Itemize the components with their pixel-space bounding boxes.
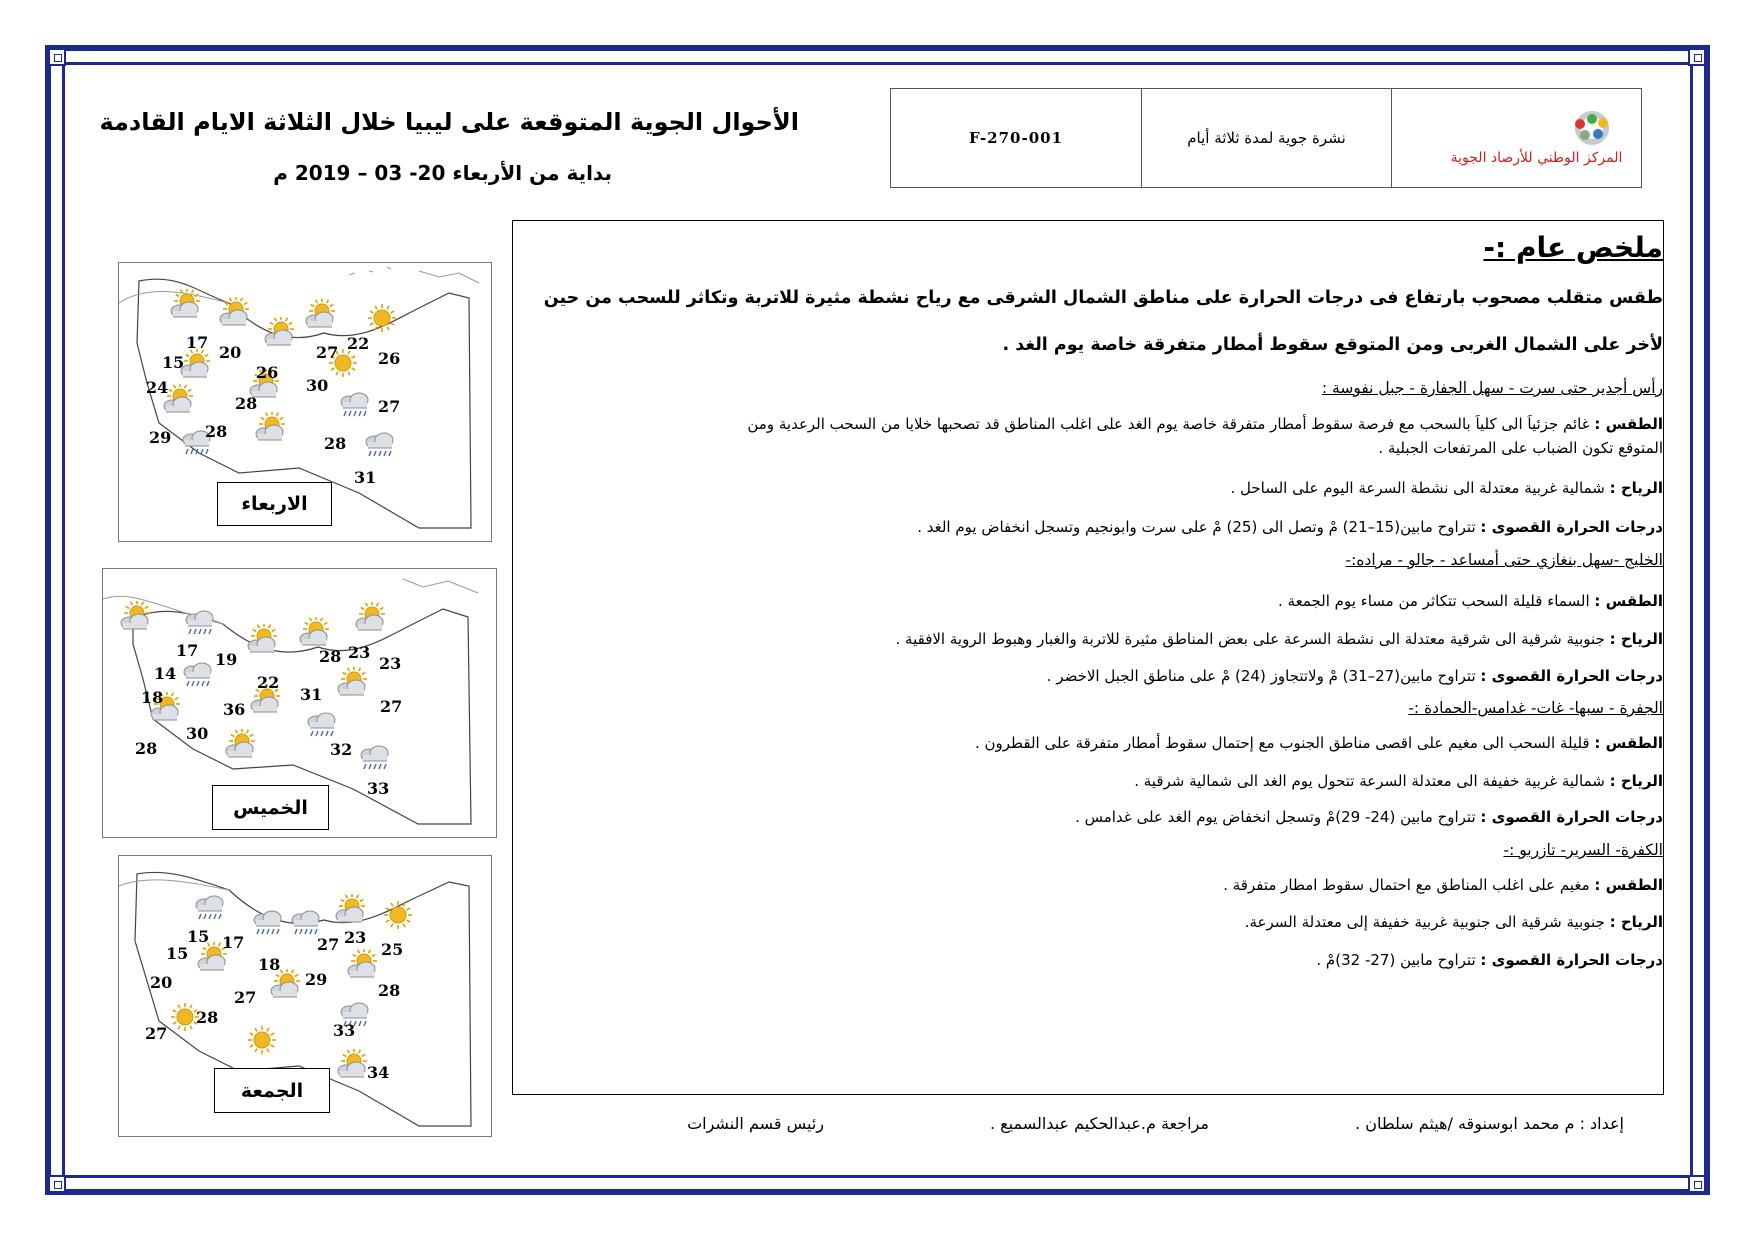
map-temperature: 33: [367, 779, 390, 798]
partly-cloudy-icon: [334, 667, 370, 699]
frame-corner: [48, 1175, 66, 1193]
summary-line-1: طقس متقلب مصحوب بارتفاع فى درجات الحرارة على مناطق الشمال الشرقى مع رياح نشطة مثيرة للاتربة وتكاثر للسحب من حين: [543, 288, 1663, 308]
region-4-temp: درجات الحرارة القصوى : تتراوح مابين (27- 32)مْ .: [1316, 951, 1663, 969]
page-title: الأحوال الجوية المتوقعة على ليبيا خلال الثلاثة الايام القادمة: [99, 108, 799, 136]
map-temperature: 19: [215, 650, 238, 669]
map-temperature: 25: [381, 940, 404, 959]
map-temperature: 17: [186, 333, 209, 352]
rain-cloud-icon: [288, 904, 324, 936]
day-label-wednesday: الاربعاء: [217, 482, 332, 526]
map-temperature: 20: [150, 973, 173, 992]
map-temperature: 27: [317, 935, 340, 954]
map-temperature: 28: [324, 434, 347, 453]
header-code-cell: [891, 89, 1141, 187]
header-bulletin-cell: [1141, 89, 1391, 187]
map-temperature: 32: [330, 740, 353, 759]
sun-icon: [380, 899, 416, 931]
rain-cloud-icon: [337, 386, 373, 418]
partly-cloudy-icon: [334, 1049, 370, 1081]
map-temperature: 36: [223, 700, 246, 719]
map-temperature: 27: [380, 697, 403, 716]
footer-reviewed-by: مراجعة م.عبدالحكيم عبدالسميع .: [989, 1114, 1209, 1133]
day-label-thursday: الخميس: [212, 785, 329, 830]
rain-cloud-icon: [182, 604, 218, 636]
map-temperature: 27: [145, 1024, 168, 1043]
map-temperature: 23: [348, 643, 371, 662]
partly-cloudy-icon: [222, 729, 258, 761]
sun-icon: [244, 1024, 280, 1056]
partly-cloudy-icon: [167, 289, 203, 321]
map-temperature: 27: [234, 988, 257, 1007]
map-temperature: 18: [258, 955, 281, 974]
region-3-name: الجفرة - سبها- غات- غدامس-الحمادة :-: [1408, 699, 1663, 717]
map-temperature: 17: [222, 933, 245, 952]
sun-icon: [364, 302, 400, 334]
summary-line-2: لأخر على الشمال الغربى ومن المتوقع سقوط أمطار متفرقة خاصة يوم الغد .: [1002, 335, 1663, 355]
map-temperature: 28: [235, 394, 258, 413]
region-1-name: رأس أجدير حتى سرت - سهل الجفارة - جبل نفوسة :: [1321, 379, 1663, 397]
summary-heading: ملخص عام :-: [1483, 231, 1663, 264]
map-temperature: 27: [378, 397, 401, 416]
partly-cloudy-icon: [244, 624, 280, 656]
header-logo-cell: [1391, 89, 1641, 187]
partly-cloudy-icon: [344, 949, 380, 981]
form-code: F-270-001: [968, 129, 1064, 147]
map-temperature: 29: [305, 970, 328, 989]
partly-cloudy-icon: [261, 317, 297, 349]
rain-cloud-icon: [304, 706, 340, 738]
partly-cloudy-icon: [332, 894, 368, 926]
map-temperature: 28: [135, 739, 158, 758]
region-2-name: الخليج -سهل بنغازي حتى أمساعد - جالو - مراده:-: [1345, 551, 1663, 569]
rain-cloud-icon: [362, 426, 398, 458]
region-4-wind: الرياح : جنوبية شرقية الى جنوبية غربية خفيفة إلى معتدلة السرعة.: [1244, 913, 1663, 931]
map-temperature: 26: [256, 363, 279, 382]
map-temperature: 28: [378, 981, 401, 1000]
partly-cloudy-icon: [216, 297, 252, 329]
map-temperature: 18: [141, 688, 164, 707]
map-temperature: 30: [306, 376, 329, 395]
region-2-temp: درجات الحرارة القصوى : تتراوح مابين(27–31) مْ ولاتتجاوز (24) مْ على مناطق الجبل الاخضر .: [1046, 667, 1663, 685]
map-temperature: 14: [154, 664, 177, 683]
map-temperature: 28: [205, 422, 228, 441]
region-3-temp: درجات الحرارة القصوى : تتراوح مابين (24- 29)مْ وتسجل انخفاض يوم الغد على غدامس .: [1075, 808, 1663, 826]
region-1-wind: الرياح : شمالية غربية معتدلة الى نشطة السرعة اليوم على الساحل .: [1230, 479, 1663, 497]
day-label-friday: الجمعة: [214, 1068, 330, 1113]
partly-cloudy-icon: [302, 299, 338, 331]
map-temperature: 20: [219, 343, 242, 362]
map-temperature: 27: [316, 343, 339, 362]
map-temperature: 15: [187, 927, 210, 946]
map-temperature: 23: [379, 654, 402, 673]
region-3-wind: الرياح : شمالية غربية خفيفة الى معتدلة السرعة تتحول يوم الغد الى شمالية شرقية .: [1134, 772, 1663, 790]
forecast-text-box: [512, 220, 1664, 1095]
page-subtitle: بداية من الأربعاء 20- 03 – 2019 م: [273, 161, 612, 185]
map-temperature: 22: [257, 673, 280, 692]
header-table: [890, 88, 1642, 188]
map-temperature: 34: [367, 1063, 390, 1082]
region-1-weather: الطقس : غائم جزئياَ الى كلياَ بالسحب مع فرصة سقوط أمطار متفرقة خاصة يوم الغد على اغلب المناطق قد تصحبها خلايا من السحب الرعدية ومن: [747, 415, 1663, 433]
region-4-name: الكفرة- السرير- تازربو :-: [1503, 841, 1663, 859]
rain-cloud-icon: [192, 889, 228, 921]
center-name: المركز الوطني للأرصاد الجوية: [1450, 150, 1623, 166]
map-temperature: 23: [344, 928, 367, 947]
bulletin-title: نشرة جوية لمدة ثلاثة أيام: [1187, 129, 1346, 147]
map-temperature: 30: [186, 724, 209, 743]
map-temperature: 24: [146, 378, 169, 397]
region-2-wind: الرياح : جنوبية شرقية الى شرقية معتدلة الى نشطة السرعة على بعض المناطق مثيرة للاتربة والغبار وهبوط الروية الافقية .: [895, 630, 1663, 648]
center-logo-icon: [1570, 110, 1614, 146]
map-temperature: 15: [166, 944, 189, 963]
region-4-weather: الطقس : مغيم على اغلب المناطق مع احتمال سقوط امطار متفرقة .: [1223, 876, 1663, 894]
partly-cloudy-icon: [352, 602, 388, 634]
region-2-weather: الطقس : السماء قليلة السحب تتكاثر من مساء يوم الجمعة .: [1278, 592, 1663, 610]
map-temperature: 28: [319, 647, 342, 666]
frame-corner: [1688, 1175, 1706, 1193]
region-1-weather-cont: المتوقع تكون الضباب على المرتفعات الجبلية .: [1378, 439, 1663, 457]
map-temperature: 15: [162, 353, 185, 372]
frame-corner: [48, 48, 66, 66]
partly-cloudy-icon: [117, 601, 153, 633]
rain-cloud-icon: [180, 656, 216, 688]
region-1-temp: درجات الحرارة القصوى : تتراوح مابين(15–21) مْ وتصل الى (25) مْ على سرت وابونجيم وتسجل انخفاض يوم الغد .: [917, 518, 1663, 536]
map-temperature: 31: [300, 685, 323, 704]
region-3-weather: الطقس : قليلة السحب الى مغيم على اقصى مناطق الجنوب مع إحتمال سقوط أمطار متفرقة على القطرون .: [974, 734, 1663, 752]
partly-cloudy-icon: [252, 412, 288, 444]
map-temperature: 28: [196, 1008, 219, 1027]
map-temperature: 31: [354, 468, 377, 487]
partly-cloudy-icon: [296, 617, 332, 649]
map-temperature: 26: [378, 349, 401, 368]
rain-cloud-icon: [357, 739, 393, 771]
rain-cloud-icon: [250, 904, 286, 936]
frame-corner: [1688, 48, 1706, 66]
map-temperature: 29: [149, 428, 172, 447]
map-temperature: 17: [176, 641, 199, 660]
map-temperature: 22: [347, 334, 370, 353]
footer-department-head: رئيس قسم النشرات: [687, 1114, 824, 1133]
footer-prepared-by: إعداد : م محمد ابوسنوقه /هيثم سلطان .: [1355, 1114, 1624, 1133]
map-temperature: 33: [333, 1021, 356, 1040]
